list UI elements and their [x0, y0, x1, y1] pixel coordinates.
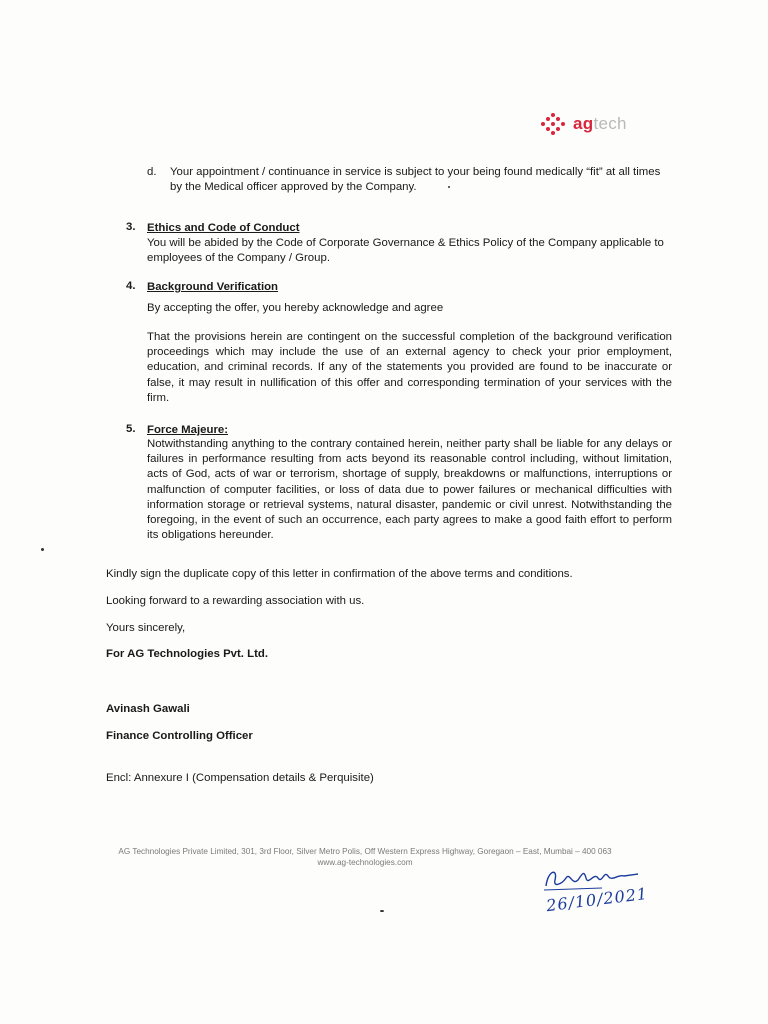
scan-speck — [41, 548, 44, 551]
signatory-title: Finance Controlling Officer — [106, 730, 253, 742]
section-paragraph: Notwithstanding anything to the contrary contained herein, neither party shall be liable for any delays or failures in performance resulting from acts beyond its reasonable control including, without limitation, acts of God, acts of war or terrorism, shortage of supply, breakdowns or malfunctions, interruptions or malfunction of computer facilities, or loss of data due to power failures or mechanical difficulties with information storage or retrieval systems, natural disaster, pandemic or civil unrest. Notwithstanding the foregoing, in the event of such an occurrence, each party agrees to make a good faith effort to perform its obligations hereunder. — [147, 438, 672, 542]
section-force-majeure — [147, 423, 672, 438]
company-logo — [538, 112, 627, 136]
agtech-logo-mark-icon — [538, 112, 568, 136]
logo-text-tech: tech — [593, 114, 627, 133]
section-5-number: 5. — [126, 423, 136, 435]
section-paragraph: You will be abided by the Code of Corporate Governance & Ethics Policy of the Company applicable to employees of the Company / Group. — [147, 237, 664, 265]
section-heading: Ethics and Code of Conduct — [147, 222, 300, 234]
section-background-verification — [147, 280, 672, 295]
section-paragraph: That the provisions herein are contingent on the successful completion of the background verification proceedings which may include the use of an external agency to check your prior employment, education, and criminal records. If any of the statements you provided are found to be inaccurate or false, it may result in nullification of this offer and corresponding termination of your services with the firm. — [147, 331, 672, 404]
sign-request-text: Kindly sign the duplicate copy of this letter in confirmation of the above terms and conditions. — [106, 568, 573, 580]
company-signoff: For AG Technologies Pvt. Ltd. — [106, 648, 269, 660]
section-heading: Force Majeure: — [147, 424, 229, 436]
section-heading: Background Verification — [147, 281, 279, 293]
section-4-number: 4. — [126, 280, 136, 292]
clause-d-marker: d. — [147, 166, 157, 178]
scan-speck — [448, 186, 450, 188]
footer-website: www.ag-technologies.com — [317, 858, 413, 867]
clause-d-text: Your appointment / continuance in service is subject to your being found medically “fit” at all times by the Medical officer approved by the Company. — [170, 166, 661, 194]
handwritten-date: 26/10/2021 — [545, 883, 649, 916]
section-ethics — [147, 221, 672, 267]
scan-speck — [380, 910, 384, 912]
logo-text-ag: ag — [573, 114, 594, 133]
section-3-number: 3. — [126, 221, 136, 233]
footer-address: AG Technologies Private Limited, 301, 3rd Floor, Silver Metro Polis, Off Western Express Highway, Goregaon – East, Mumbai – 400 063 — [118, 847, 612, 856]
looking-forward-text: Looking forward to a rewarding association with us. — [106, 595, 365, 607]
enclosure-text: Encl: Annexure I (Compensation details & Perquisite) — [106, 772, 374, 784]
salutation-text: Yours sincerely, — [106, 622, 186, 634]
signatory-name: Avinash Gawali — [106, 703, 190, 715]
section-paragraph: By accepting the offer, you hereby acknowledge and agree — [147, 302, 444, 314]
